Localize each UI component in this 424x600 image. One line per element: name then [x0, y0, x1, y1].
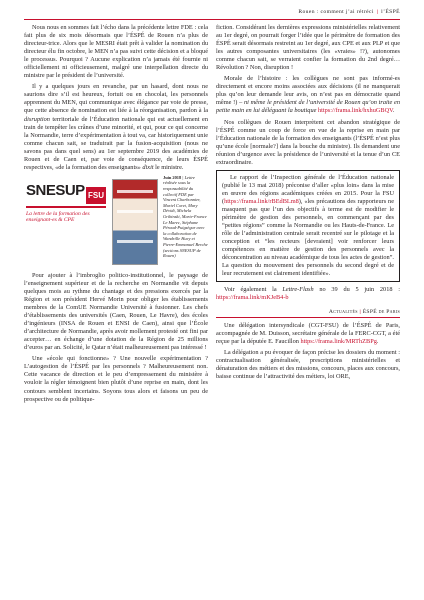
igen-report-box — [216, 170, 400, 283]
emphasis: Lettre-Flash — [282, 286, 314, 294]
subheader-separator: | — [359, 308, 361, 315]
logo-bar — [26, 206, 106, 208]
cover-strip — [117, 210, 153, 213]
logo-word: SNESUP — [26, 181, 85, 199]
paragraph — [216, 286, 400, 302]
credits-text — [158, 175, 208, 267]
left-column — [24, 24, 208, 407]
cover-strip — [117, 190, 153, 193]
fsu-badge: FSU — [86, 187, 106, 204]
box-text: Le rapport de l’Inspection générale de l’Éducation nationale (publié le 13 mai 2018) préconise d’aller «plus loin» dans la mise en œuvre des régions académiques créées en 2015. Pour la FSU ( — [222, 173, 394, 205]
paragraph-text: . — [376, 337, 379, 345]
paragraph-text: territoriale de l’Éducation nationale qui est actuellement en train de tempêter les crânes d’une minorité, et qui, pour ce qui concerne la Normandie, terre d’expérimentation à tout va, car historiquement unie comme chacun sait, se traduirait par la fusion-acquisition (nous ne savons pas dans quel sens) au 1er septembre 2019 des académies de Rouen et de Caen et, par voie de conséquence, de leurs ÉSPÉ respectives, «de la formation des enseignants» — [24, 115, 208, 171]
frama-link[interactable]: https://frama.link/hxhuGBQV — [317, 107, 393, 115]
right-column — [216, 24, 400, 384]
paragraph: Une «école qui fonctionne» ? Une nouvelle expérimentation ? L’autogestion de l’ÉSPÉ par les personnels ? Malheureusement non. Cette vacance de direction et le peu d’empressement du ministère à vouloir la régler témoignent bien plutôt d’une reprise en main, dont les contours semblent incertains. Soyons tous alors et faisons un peu de prospective ou de politique- — [24, 355, 208, 403]
logo-tagline: La lettre de la formation des enseignant-es & CPE — [26, 210, 90, 224]
snesup-ad-block — [24, 175, 208, 267]
paragraph-text: le ministre. — [153, 163, 184, 171]
running-header — [298, 9, 400, 15]
credits-date: Juin 2018 — [163, 174, 182, 180]
header-tag: l’ÉSPÉ — [381, 9, 400, 15]
header-section: Rouen : comment j’ai rétréci — [298, 9, 374, 15]
paragraph: fiction. Considérant les dernières expressions ministérielles relativement au 1er degré, on pourrait forger l’idée que le périmètre de formation des ÉSPÉ serait désormais restreint au 1er degré, aux CPE et aux PLP et que les autres composantes universitaires (les «vraies» !?), autonomes comme chacun sait, se verraient confier la formation du 2nd degré… Révolution ? Non, disruption ! — [216, 24, 400, 72]
newsletter-cover-image — [112, 179, 158, 265]
paragraph-text: . — [392, 107, 395, 115]
paragraph: Nos collègues de Rouen interprètent cet abandon stratégique de l’ÉSPÉ comme un coup de force en vue de la reprise en main par l’Éducation nationale de la formation des enseignants (l’ÉSPÉ n’est plus qu’une école [normale?] dans la bouche du ministre). Ils demandent une réunion d’urgence avec la présidence de l’université et la tenue d’un CE extraordinaire. — [216, 118, 400, 166]
emphasis: disruption — [24, 115, 50, 123]
emphasis: dixit — [142, 163, 154, 171]
box-text: ), «les précautions des rapporteurs ne masquent pas que l’un des objectifs à terme est de modifier le périmètre de gestion des personnels, en commençant par des “petites régions” comme la Normandie ou les Hauts-de-France. Le rôle de l’administration centrale serait recentré sur le pilotage et la conception et “les recteurs [devraient] voir renforcer leurs compétences en matière de gestion des personnels avec la déconcentration au niveau académique de tous les actes de gestion”. La question du mouvement des personnels du second degré et de leur recrutement est clairement identifiée». — [222, 197, 394, 278]
paragraph-text: Il y a quelques jours en revanche, par un hasard, dont nous ne saurions dire s’il est heureux, fortuit ou en chocolat, les personnels apprennent du MEN, qui communique avec élégance par voie de presse, que cette absence de nomination est liée à la réorganisation, pardon à la — [24, 83, 208, 115]
section-subheader — [216, 308, 400, 318]
frama-link[interactable]: https://frama.link/mKJeB4-b — [216, 294, 289, 302]
paragraph-text: Morale de l’histoire : les collègues ne sont pas informé-es directement et encore moins associées aux décisions (il ne manquerait plus qu’on leur demande leur avis, on n’est pas en démocratie quand même !) – — [216, 75, 400, 107]
paragraph: La délégation a pu évoquer de façon précise les dossiers du moment : contractualisation généralisée, prescriptions ministérielles et dénaturation des métiers et des missions, concours, places aux concours, baisse continue de l’attractivité des métiers, loi ORE, — [216, 348, 400, 380]
paragraph — [24, 83, 208, 172]
paragraph-text: Une délégation intersyndicale (CGT-FSU) de l’ÉSPÉ de Paris, accompagnée de M. Duisson, secrétaire générale de la FERC-CGT, a été reçue par la députée E. Faucillon — [216, 321, 400, 345]
header-separator: | — [376, 9, 379, 15]
subheader-section: Actualités — [328, 308, 358, 315]
header-rule — [24, 19, 400, 20]
paragraph-text: Voir également la — [224, 286, 283, 294]
paragraph: Pour ajouter à l’imbroglio politico-institutionnel, le paysage de l’enseignement supérieur et de la recherche en Normandie vit depuis quelques mois au rythme du chantage et des pressions exercés par la Région et son président Hervé Morin pour obliger les établissements membres de la ComUE Normandie Université à fusionner. Les chefs d’établissements des universités (Caen, Rouen, Le Havre), des écoles d’ingénieurs (INSA de Rouen et ENSI de Caen), ainsi que l’École d’architecture de Normandie, après avoir mollement protesté ont fini par accepter… en échange d’une dotation de la Région de 25 millions d’euros par an. Solicité, le Qatar n’était malheureusement pas intéressé ! — [24, 271, 208, 352]
paragraph — [216, 322, 400, 346]
subheader-tag: ÉSPÉ de Paris — [362, 308, 400, 315]
frama-link[interactable]: https://frama.link/rBEdBLm8 — [224, 197, 299, 205]
credits-body: | Lettre réalisée sous la responsabilité du collectif FDE par Vincent Charbonnier, Muriel Coret, Mary Dévidt, Michela Gribinski, Marie-France Le Marec, Stéphane Péraud-Puigsègur avec la collaboration de Wandrille Huey et Pierre-Emmanuel Berche (sections SNESUP de Rouen) — [163, 174, 208, 259]
paragraph: Nous nous en sommes fait l’écho dans la précédente lettre FDE : cela fait plus de six mois désormais que l’ÉSPÉ de Rouen n’a plus de directeur-trice. Alors que le MESRI était prêt à valider la nomination du directeur élu fin octobre, le MEN n’a pas suivi cette décision et a bloqué le processus. Pourquoi ? Aucune explication n’a jamais été fournie ni officiellement ni officieusement, malgré une interpellation directe du ministre par le président de l’université. — [24, 24, 208, 80]
box-paragraph — [222, 174, 394, 279]
cover-strip — [117, 240, 153, 243]
emphasis: ni même le président de l’université de Rouen qu’on traite en petite main en lui déléguant la boutique — [216, 99, 400, 115]
frama-link[interactable]: https://frama.link/MRThZBPg — [300, 337, 377, 345]
snesup-logo — [24, 175, 112, 267]
paragraph-text: no 39 du 5 juin 2018 : — [313, 286, 400, 294]
paragraph — [216, 75, 400, 115]
